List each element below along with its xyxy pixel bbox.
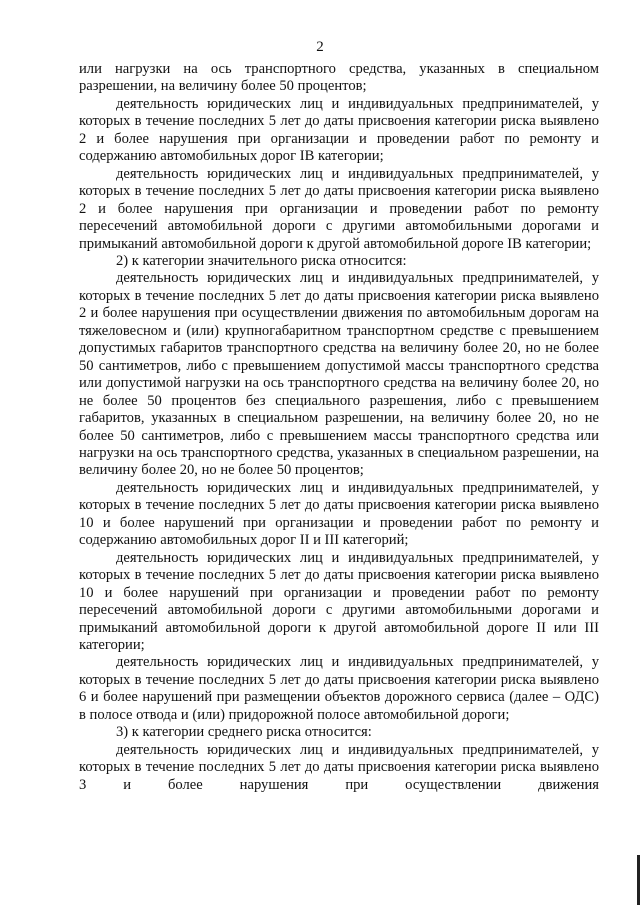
paragraph-medium-risk-vehicles: деятельность юридических лиц и индивидуальных предпринимателей, у которых в течение последних 5 лет до даты присвоения категории риска выявлено 3 и более нарушения при осуществлении движения bbox=[79, 741, 599, 793]
paragraph-high-risk-road-intersections: деятельность юридических лиц и индивидуальных предпринимателей, у которых в течение последних 5 лет до даты присвоения категории риска выявлено 2 и более нарушения при организации и проведении работ по ремонту пересечений автомобильной дороги с другими автомобильными дорогами и примыканий автомобильной дороги к другой автомобильной дороге IB категории; bbox=[79, 165, 599, 252]
paragraph-continuation: или нагрузки на ось транспортного средства, указанных в специальном разрешении, на величину более 50 процентов; bbox=[79, 61, 599, 95]
paragraph-significant-risk-heavy-vehicles: деятельность юридических лиц и индивидуальных предпринимателей, у которых в течение последних 5 лет до даты присвоения категории риска выявлено 2 и более нарушения при осуществлении движения по автомобильным дорогам на тяжеловесном и (или) крупногабаритном транспортном средстве с превышением допустимых габаритов транспортного средства на величину более 20, но не более 50 сантиметров, либо с превышением допустимой массы транспортного средства или допустимой нагрузки на ось транспортного средства на величину более 20, но не более 50 процентов без специального разрешения, либо с превышением габаритов, указанных в специальном разрешении, на величину более 20, но не более 50 сантиметров, либо с превышением массы транспортного средства или нагрузки на ось транспортного средства, указанных в специальном разрешении, на величину более 20, но не более 50 процентов; bbox=[79, 270, 599, 479]
page-number: 2 bbox=[316, 39, 324, 55]
document-body bbox=[79, 61, 599, 794]
paragraph-significant-risk-road-intersections: деятельность юридических лиц и индивидуальных предпринимателей, у которых в течение последних 5 лет до даты присвоения категории риска выявлено 10 и более нарушений при организации и проведении работ по ремонту пересечений автомобильной дороги с другими автомобильными дорогами и примыканий автомобильной дороги к другой автомобильной дороге II или III категории; bbox=[79, 549, 599, 653]
heading-significant-risk: 2) к категории значительного риска относится: bbox=[116, 252, 407, 269]
paragraph-significant-risk-roadside-services: деятельность юридических лиц и индивидуальных предпринимателей, у которых в течение последних 5 лет до даты присвоения категории риска выявлено 6 и более нарушений при размещении объектов дорожного сервиса (далее – ОДС) в полосе отвода и (или) придорожной полосе автомобильной дороги; bbox=[79, 654, 599, 723]
paragraph-high-risk-road-maintenance: деятельность юридических лиц и индивидуальных предпринимателей, у которых в течение последних 5 лет до даты присвоения категории риска выявлено 2 и более нарушения при организации и проведении работ по ремонту и содержанию автомобильных дорог IB категории; bbox=[79, 95, 599, 165]
heading-medium-risk: 3) к категории среднего риска относится: bbox=[116, 724, 372, 741]
paragraph-significant-risk-road-maintenance: деятельность юридических лиц и индивидуальных предпринимателей, у которых в течение последних 5 лет до даты присвоения категории риска выявлено 10 и более нарушений при организации и проведении работ по ремонту и содержанию автомобильных дорог II и III категорий; bbox=[79, 479, 599, 549]
